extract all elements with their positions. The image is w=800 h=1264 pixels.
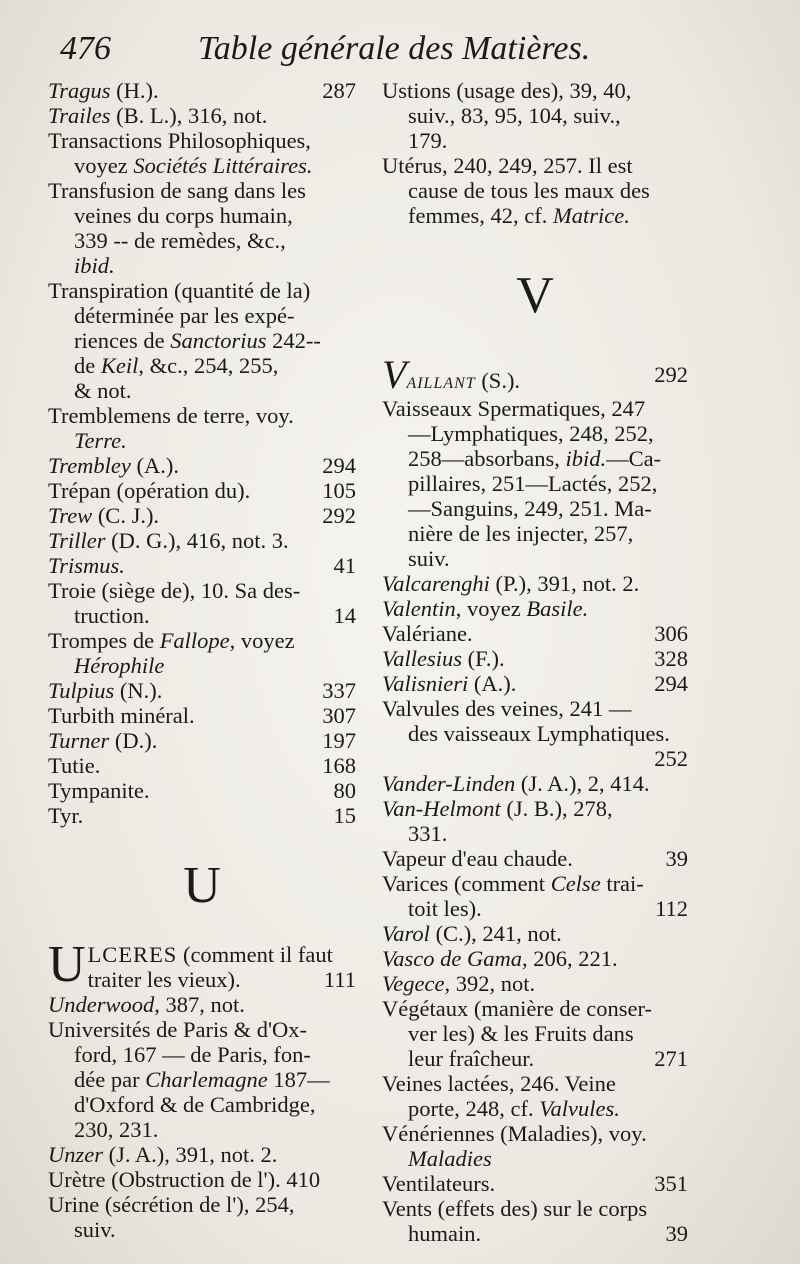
entry-line: Hérophile (74, 653, 165, 678)
entry-line: Valcarenghi (P.), 391, not. 2. (382, 571, 640, 596)
index-entry (382, 571, 688, 596)
index-entry (48, 1192, 356, 1242)
index-entry (382, 946, 688, 971)
index-entry (382, 153, 688, 228)
index-entry (382, 1121, 688, 1171)
index-entry (48, 1167, 356, 1192)
index-entry (48, 553, 356, 578)
entry-line: voyez Sociétés Littéraires. (74, 153, 313, 178)
entry-line: Troie (siège de), 10. Sa des- (48, 578, 301, 603)
entry-line: suiv. (74, 1217, 116, 1242)
entry-line: Tulpius (N.). (48, 678, 163, 703)
entry-line: Vegece, 392, not. (382, 971, 536, 996)
entry-page: 287 (322, 78, 356, 103)
entry-line: 339 -- de remèdes, &c., (74, 228, 286, 253)
page-number: 476 (60, 30, 111, 67)
section-letter-v: V (516, 267, 554, 324)
index-entry (48, 992, 356, 1017)
right-column (382, 78, 688, 1246)
entry-line: 258—absorbans, ibid.—Ca- (408, 446, 662, 471)
entry-line: Trompes de Fallope, voyez (48, 628, 295, 653)
index-entry (382, 771, 688, 796)
entry-page: 80 (333, 778, 356, 803)
running-header (60, 30, 760, 78)
entry-line: toit les). (408, 896, 482, 921)
entry-line: Unzer (J. A.), 391, not. 2. (48, 1142, 278, 1167)
entry-line: déterminée par les expé- (74, 303, 295, 328)
index-entry (382, 671, 688, 696)
entry-line: Trew (C. J.). (48, 503, 160, 528)
entry-page: 14 (333, 603, 356, 628)
entry-text: (comment il faut (182, 942, 333, 967)
entry-line: Turbith minéral. (48, 703, 195, 728)
drop-cap-v: V (382, 352, 407, 397)
entry-line: Ustions (usage des), 39, 40, (382, 78, 632, 103)
entry-line: leur fraîcheur. (408, 1046, 535, 1071)
entry-line: Tutie. (48, 753, 101, 778)
entry-line: Vapeur d'eau chaude. (382, 846, 573, 871)
entry-line: Valisnieri (A.). (382, 671, 517, 696)
index-entry (48, 78, 356, 103)
index-entry (382, 396, 688, 571)
entry-page: 351 (654, 1171, 688, 1196)
entry-page: 168 (322, 753, 356, 778)
entry-headword: AILLANT (406, 375, 476, 392)
entry-page: 15 (333, 803, 356, 828)
index-entry (382, 596, 688, 621)
entry-line: Végétaux (manière de conser- (382, 996, 653, 1021)
entry-line: Tympanite. (48, 778, 150, 803)
index-entry (382, 996, 688, 1071)
entry-page: 105 (322, 478, 356, 503)
entry-line: cause de tous les maux des (408, 178, 650, 203)
entry-line: dée par Charlemagne 187— (74, 1067, 330, 1092)
entry-page: 294 (654, 671, 688, 696)
entry-line: suiv., 83, 95, 104, suiv., (408, 103, 621, 128)
index-entry (382, 696, 688, 771)
index-entry-ulceres (48, 936, 356, 993)
index-entry (382, 1071, 688, 1121)
entry-line: Utérus, 240, 249, 257. Il est (382, 153, 633, 178)
entry-line: Transactions Philosophiques, (48, 128, 311, 153)
entry-line: Vaisseaux Spermatiques, 247 (382, 396, 646, 421)
u-entries (48, 992, 356, 1242)
entry-line: nière de les injecter, 257, (408, 521, 634, 546)
entry-text: traiter les vieux). (87, 967, 241, 992)
entry-line: femmes, 42, cf. Matrice. (408, 203, 630, 228)
index-entry (48, 578, 356, 628)
index-entry (48, 1142, 356, 1167)
entry-line: Tragus (H.). (48, 78, 159, 103)
entry-page: 197 (322, 728, 356, 753)
entry-line: Veines lactées, 246. Veine (382, 1071, 616, 1096)
entry-line: Tyr. (48, 803, 84, 828)
entry-line: 230, 231. (74, 1117, 159, 1142)
entry-line: Transfusion de sang dans les (48, 178, 306, 203)
index-entry (382, 971, 688, 996)
entry-line: Tremblemens de terre, voy. (48, 403, 294, 428)
index-entry (48, 403, 356, 453)
entry-line: Van-Helmont (J. B.), 278, (382, 796, 613, 821)
u-entries-cont (382, 78, 688, 228)
entry-line: Universités de Paris & d'Ox- (48, 1017, 308, 1042)
t-entries (48, 78, 356, 828)
running-title: Table générale des Matières. (198, 30, 591, 67)
entry-line: Urine (sécrétion de l'), 254, (48, 1192, 295, 1217)
entry-page: 41 (333, 553, 356, 578)
entry-text: (S.). (481, 368, 521, 393)
index-entry (48, 628, 356, 678)
index-entry (48, 728, 356, 753)
entry-line: Vents (effets des) sur le corps (382, 1196, 648, 1221)
entry-line: Valentin, voyez Basile. (382, 596, 589, 621)
entry-page: 292 (654, 362, 688, 387)
entry-line: Triller (D. G.), 416, not. 3. (48, 528, 289, 553)
index-entry (382, 1196, 688, 1246)
entry-line: Transpiration (quantité de la) (48, 278, 311, 303)
entry-line: Vénériennes (Maladies), voy. (382, 1121, 647, 1146)
entry-line: pillaires, 251—Lactés, 252, (408, 471, 658, 496)
entry-line: —Sanguins, 249, 251. Ma- (408, 496, 652, 521)
v-entries (382, 396, 688, 1246)
left-column (48, 78, 356, 1242)
index-entry (48, 678, 356, 703)
entry-line: veines du corps humain, (74, 203, 293, 228)
drop-cap-u: U (48, 936, 86, 993)
entry-page: 111 (323, 967, 356, 992)
entry-line: Trismus. (48, 553, 125, 578)
entry-line: Valériane. (382, 621, 473, 646)
index-entry (48, 453, 356, 478)
entry-line: Vallesius (F.). (382, 646, 505, 671)
entry-line: 179. (408, 128, 448, 153)
entry-page: 39 (665, 846, 688, 871)
entry-line: de Keil, &c., 254, 255, (74, 353, 279, 378)
entry-page: 292 (322, 503, 356, 528)
index-entry (48, 128, 356, 178)
index-entry (48, 503, 356, 528)
index-entry (382, 1171, 688, 1196)
index-entry (48, 1017, 356, 1142)
entry-line: truction. (74, 603, 150, 628)
index-entry (382, 796, 688, 846)
entry-page: 112 (655, 896, 688, 921)
entry-line: Ventilateurs. (382, 1171, 496, 1196)
entry-line: Vasco de Gama, 206, 221. (382, 946, 618, 971)
entry-line: Underwood, 387, not. (48, 992, 245, 1017)
entry-page: 294 (322, 453, 356, 478)
entry-line: humain. (408, 1221, 482, 1246)
index-entry (48, 703, 356, 728)
entry-headword: LCERES (87, 942, 178, 967)
entry-page: 252 (654, 746, 688, 771)
entry-line: Vander-Linden (J. A.), 2, 414. (382, 771, 650, 796)
entry-page: 307 (322, 703, 356, 728)
index-entry (48, 278, 356, 403)
index-entry (48, 778, 356, 803)
entry-line: d'Oxford & de Cambridge, (74, 1092, 316, 1117)
index-entry (382, 78, 688, 153)
entry-line: Trailes (B. L.), 316, not. (48, 103, 268, 128)
index-entry (48, 803, 356, 828)
index-entry (382, 871, 688, 921)
index-entry (382, 621, 688, 646)
entry-line: ver les) & les Fruits dans (408, 1021, 634, 1046)
entry-line: porte, 248, cf. Valvules. (408, 1096, 620, 1121)
entry-line: Urètre (Obstruction de l'). 410 (48, 1167, 321, 1192)
index-entry (48, 478, 356, 503)
entry-line: —Lymphatiques, 248, 252, (408, 421, 654, 446)
entry-line: ford, 167 — de Paris, fon- (74, 1042, 311, 1067)
entry-line: Trépan (opération du). (48, 478, 251, 503)
entry-page: 328 (654, 646, 688, 671)
index-entry (48, 528, 356, 553)
index-entry (382, 921, 688, 946)
entry-line: Varol (C.), 241, not. (382, 921, 562, 946)
entry-page: 39 (665, 1221, 688, 1246)
entry-line: Valvules des veines, 241 — (382, 696, 632, 721)
index-entry (48, 753, 356, 778)
index-entry (382, 846, 688, 871)
index-entry (382, 646, 688, 671)
entry-line: & not. (74, 378, 132, 403)
entry-page: 271 (654, 1046, 688, 1071)
index-entry-vaillant (382, 352, 688, 397)
entry-line: Varices (comment Celse trai- (382, 871, 644, 896)
entry-line: suiv. (408, 546, 450, 571)
index-entry (48, 103, 356, 128)
entry-line: Trembley (A.). (48, 453, 180, 478)
entry-line: ibid. (74, 253, 115, 278)
section-letter-u: U (183, 857, 221, 914)
entry-line: des vaisseaux Lymphatiques. (408, 721, 670, 746)
entry-page: 306 (654, 621, 688, 646)
entry-line: Terre. (74, 428, 127, 453)
entry-page: 337 (322, 678, 356, 703)
entry-line: riences de Sanctorius 242-- (74, 328, 321, 353)
index-entry (48, 178, 356, 278)
entry-line: 331. (408, 821, 448, 846)
entry-line: Maladies (408, 1146, 492, 1171)
entry-line: Turner (D.). (48, 728, 158, 753)
